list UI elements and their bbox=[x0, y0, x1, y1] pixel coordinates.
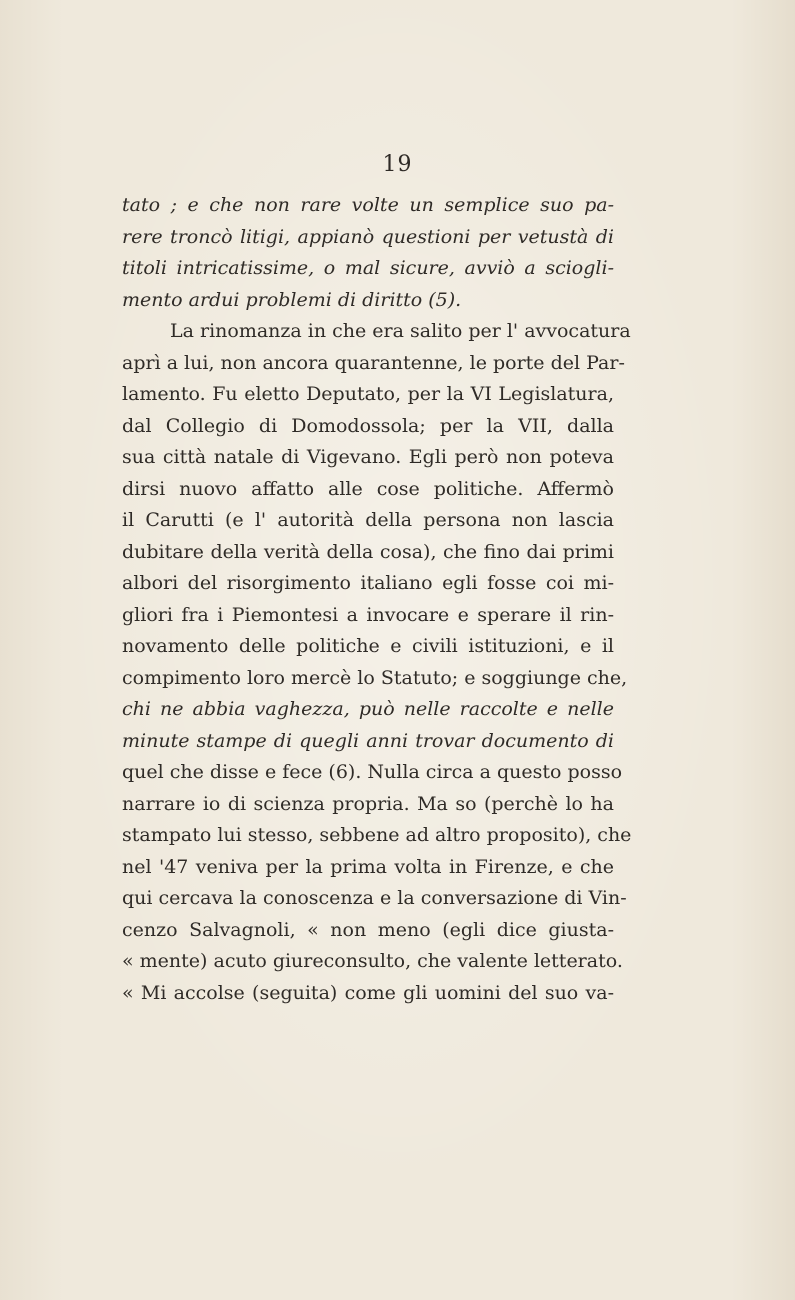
text-line: gliori fra i Piemontesi a invocare e sperare il rin- bbox=[122, 603, 614, 626]
text-line: narrare io di scienza propria. Ma so (perchè lo ha bbox=[122, 792, 614, 815]
text-line: sua città natale di Vigevano. Egli però non poteva bbox=[122, 446, 614, 468]
body-text bbox=[122, 190, 632, 1009]
text-line: lamento. Fu eletto Deputato, per la VI Legislatura, bbox=[122, 383, 614, 405]
text-line: quel che disse e fece (6). Nulla circa a questo posso bbox=[122, 761, 623, 783]
text-line: dubitare della verità della cosa), che fino dai primi bbox=[122, 540, 614, 563]
text-line: aprì a lui, non ancora quarantenne, le porte del Par- bbox=[122, 351, 625, 374]
text-line: qui cercava la conoscenza e la conversazione di Vin- bbox=[122, 887, 627, 909]
text-line: il Carutti (e l' autorità della persona non lascia bbox=[122, 509, 614, 531]
text-line: minute stampe di quegli anni trovar documento di bbox=[122, 729, 614, 752]
text-line: La rinomanza in che era salito per l' avvocatura bbox=[170, 320, 631, 342]
text-line: dal Collegio di Domodossola; per la VII, dalla bbox=[122, 414, 614, 437]
text-line: albori del risorgimento italiano egli fosse coi mi- bbox=[122, 572, 614, 594]
text-line: nel '47 veniva per la prima volta in Firenze, e che bbox=[122, 855, 614, 878]
page-number: 19 bbox=[382, 152, 413, 177]
text-line: « Mi accolse (seguita) come gli uomini del suo va- bbox=[122, 981, 614, 1004]
text-line: rere troncò litigi, appianò questioni per vetustà di bbox=[122, 225, 614, 248]
text-line: tato ; e che non rare volte un semplice suo pa- bbox=[122, 194, 614, 216]
text-line: cenzo Salvagnoli, « non meno (egli dice giusta- bbox=[122, 918, 614, 941]
text-line: titoli intricatissime, o mal sicure, avviò a sciogli- bbox=[122, 257, 614, 279]
text-line: stampato lui stesso, sebbene ad altro proposito), che bbox=[122, 824, 632, 846]
text-line: compimento loro mercè lo Statuto; e soggiunge che, bbox=[122, 666, 628, 689]
text-line: novamento delle politiche e civili istituzioni, e il bbox=[122, 635, 614, 657]
text-line: chi ne abbia vaghezza, può nelle raccolte e nelle bbox=[122, 698, 614, 720]
text-line: dirsi nuovo affatto alle cose politiche. Affermò bbox=[122, 477, 614, 500]
text-line: mento ardui problemi di diritto (5). bbox=[122, 288, 462, 311]
text-line: « mente) acuto giureconsulto, che valente letterato. bbox=[122, 950, 623, 972]
